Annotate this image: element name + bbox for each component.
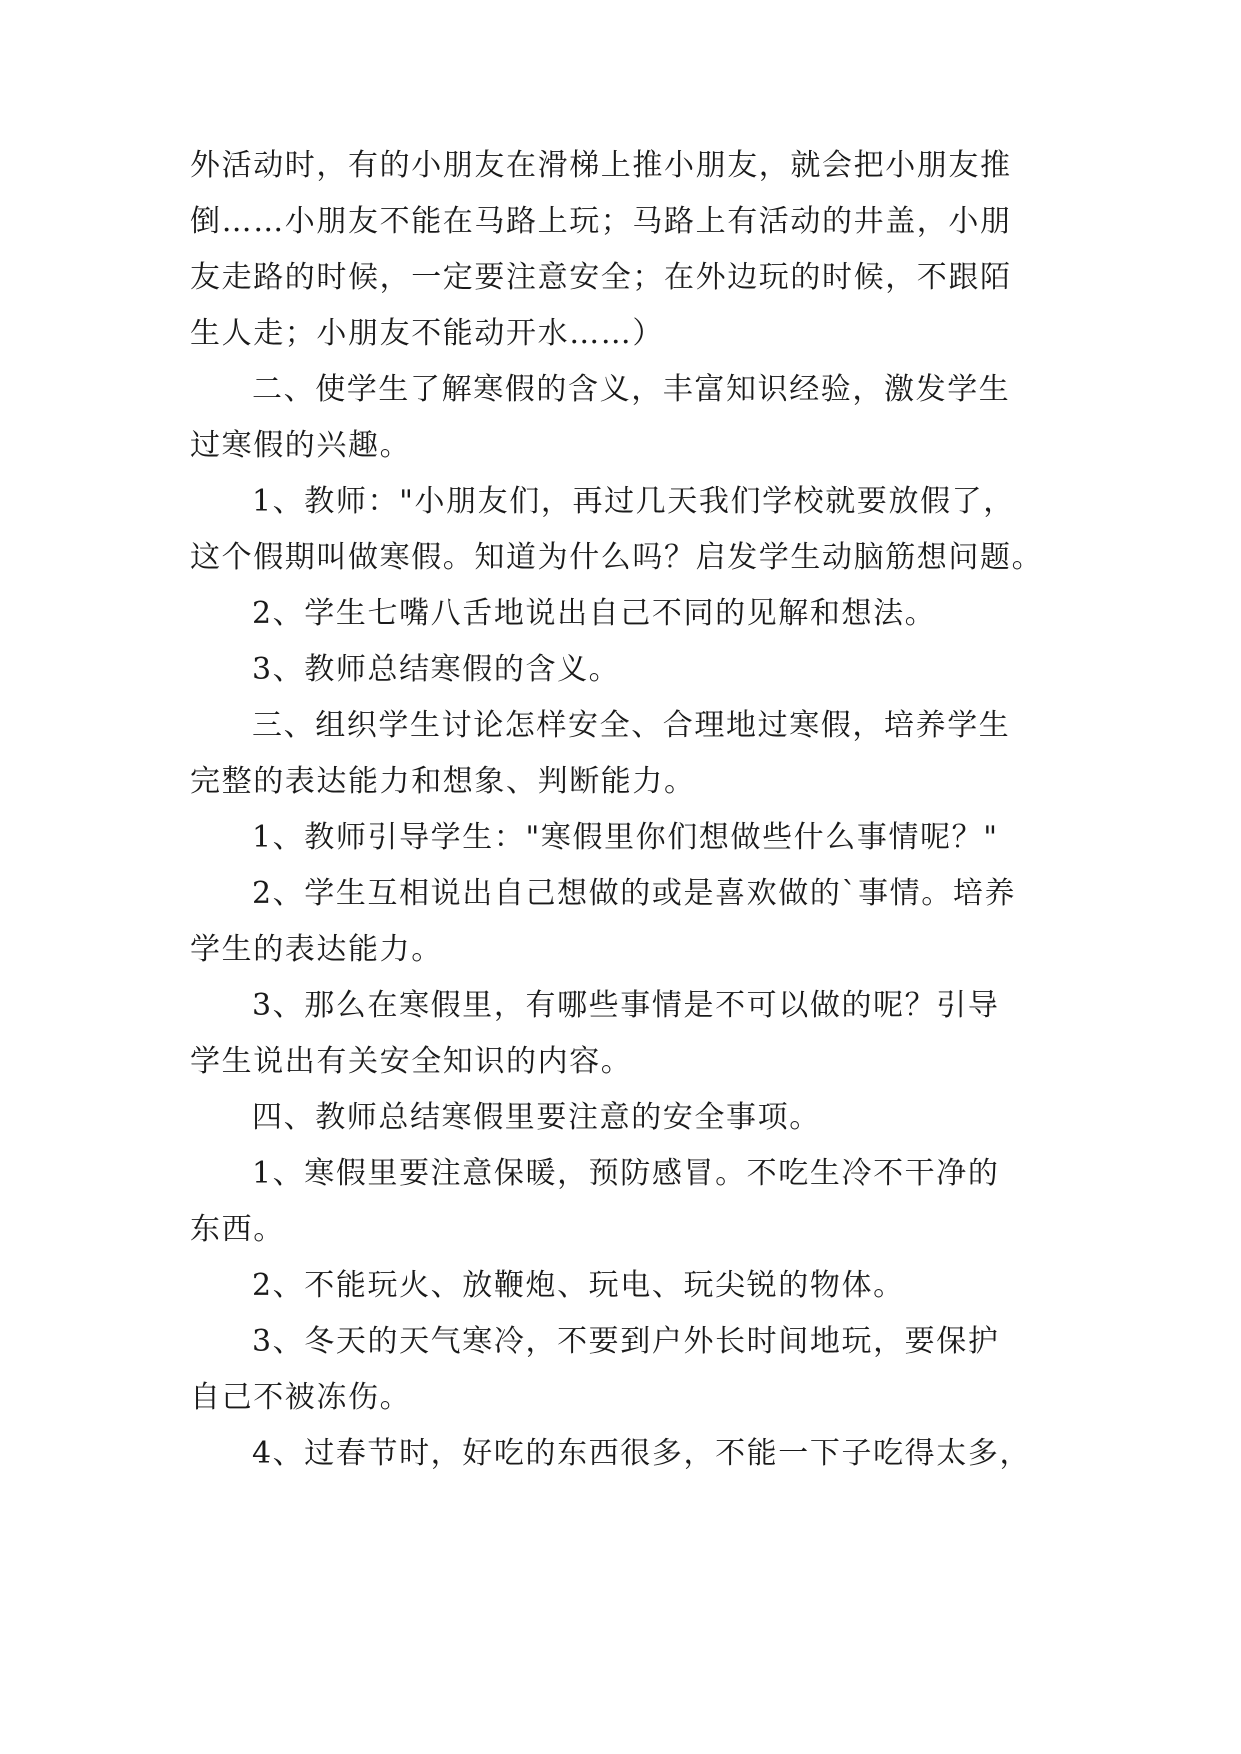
list-item: 4、过春节时，好吃的东西很多，不能一下子吃得太多，	[252, 1436, 1032, 1471]
list-item: 2、学生七嘴八舌地说出自己不同的见解和想法。	[252, 596, 937, 631]
list-item: 2、不能玩火、放鞭炮、玩电、玩尖锐的物体。	[252, 1268, 905, 1303]
text-line: 友走路的时候，一定要注意安全；在外边玩的时候，不跟陌	[190, 260, 1012, 295]
text-line: 过寒假的兴趣。	[190, 428, 412, 463]
list-item: 3、冬天的天气寒冷，不要到户外长时间地玩，要保护	[252, 1324, 1000, 1359]
list-item: 1、教师引导学生："寒假里你们想做些什么事情呢？"	[252, 820, 999, 855]
section-heading: 三、组织学生讨论怎样安全、合理地过寒假，培养学生	[252, 708, 1011, 743]
text-line: 东西。	[190, 1212, 285, 1247]
section-heading: 二、使学生了解寒假的含义，丰富知识经验，激发学生	[252, 372, 1011, 407]
list-item: 2、学生互相说出自己想做的或是喜欢做的`事情。培养	[252, 876, 1017, 911]
list-item: 3、那么在寒假里，有哪些事情是不可以做的呢？引导	[252, 988, 1000, 1023]
list-item: 3、教师总结寒假的含义。	[252, 652, 621, 687]
list-item: 1、寒假里要注意保暖，预防感冒。不吃生冷不干净的	[252, 1156, 1000, 1191]
text-line: 自己不被冻伤。	[190, 1380, 412, 1415]
text-line: 这个假期叫做寒假。知道为什么吗？启发学生动脑筋想问题。	[190, 540, 1044, 575]
text-line: 学生的表达能力。	[190, 932, 443, 967]
section-heading: 四、教师总结寒假里要注意的安全事项。	[252, 1100, 821, 1135]
text-line: 生人走；小朋友不能动开水……）	[190, 316, 664, 351]
text-line: 完整的表达能力和想象、判断能力。	[190, 764, 696, 799]
text-line: 倒……小朋友不能在马路上玩；马路上有活动的井盖，小朋	[190, 204, 1012, 239]
list-item: 1、教师："小朋友们，再过几天我们学校就要放假了，	[252, 484, 1015, 519]
text-line: 外活动时，有的小朋友在滑梯上推小朋友，就会把小朋友推	[190, 148, 1012, 183]
text-line: 学生说出有关安全知识的内容。	[190, 1044, 633, 1079]
